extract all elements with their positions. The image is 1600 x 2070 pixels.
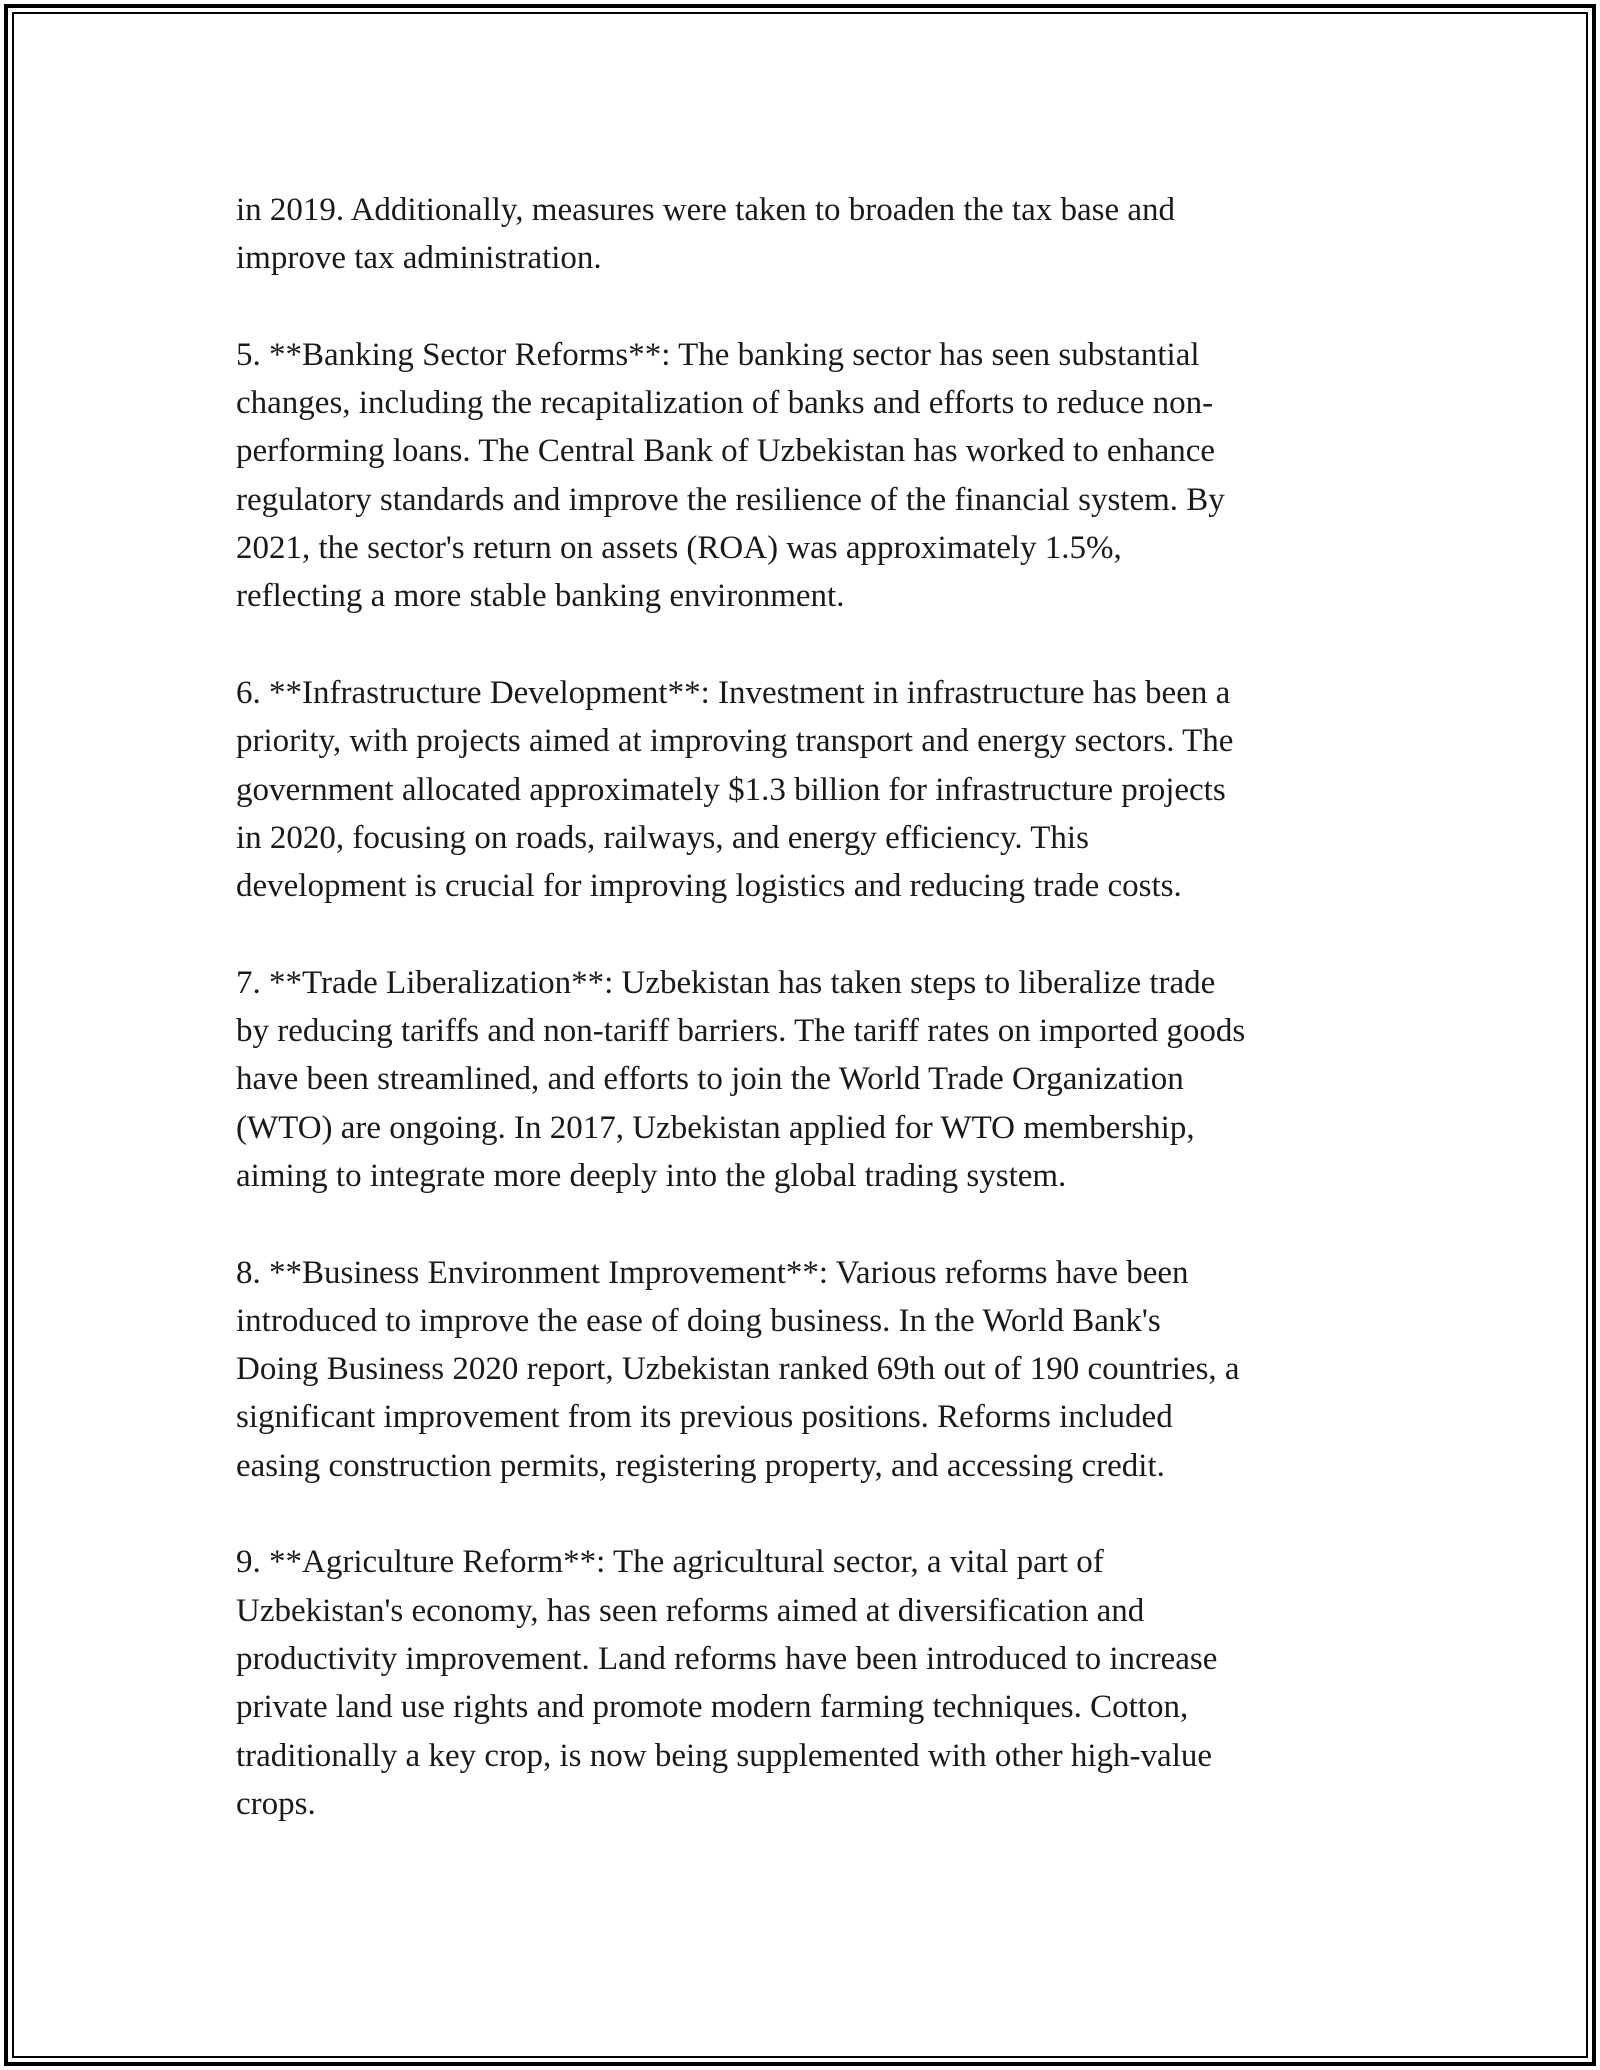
paragraph-banking-sector-reforms: 5. **Banking Sector Reforms**: The banking sector has seen substantial changes, including the recapitalization of banks and efforts to reduce non- performing loans. The Central Bank of Uzbekistan has worked to enhance regulatory standards and improve the resilience of the financial system. By 2021, the sector's return on assets (ROA) was approximately 1.5%, reflecting a more stable banking environment.: [236, 336, 1225, 615]
paragraph-agriculture-reform: 9. **Agriculture Reform**: The agricultural sector, a vital part of Uzbekistan's economy, has seen reforms aimed at diversification and productivity improvement. Land reforms have been introduced to increase private land use rights and promote modern farming techniques. Cotton, traditionally a key crop, is now being supplemented with other high-value crops.: [236, 1544, 1218, 1822]
paragraph-tax-continuation: in 2019. Additionally, measures were taken to broaden the tax base and improve tax administration.: [236, 192, 1176, 277]
paragraph-business-environment: 8. **Business Environment Improvement**: Various reforms have been introduced to improve the ease of doing business. In the World Bank's Doing Business 2020 report, Uzbekistan ranked 69th out of 190 countries, a significant improvement from its previous positions. Reforms included easing construction permits, registering property, and accessing credit.: [236, 1254, 1240, 1484]
document-body: [236, 186, 1366, 1828]
paragraph-infrastructure-development: 6. **Infrastructure Development**: Investment in infrastructure has been a priority, with projects aimed at improving transport and energy sectors. The government allocated approximately $1.3 billion for infrastructure projects in 2020, focusing on roads, railways, and energy efficiency. This development is crucial for improving logistics and reducing trade costs.: [236, 674, 1234, 905]
paragraph-trade-liberalization: 7. **Trade Liberalization**: Uzbekistan has taken steps to liberalize trade by reducing tariffs and non-tariff barriers. The tariff rates on imported goods have been streamlined, and efforts to join the World Trade Organization (WTO) are ongoing. In 2017, Uzbekistan applied for WTO membership, aiming to integrate more deeply into the global trading system.: [236, 964, 1246, 1194]
